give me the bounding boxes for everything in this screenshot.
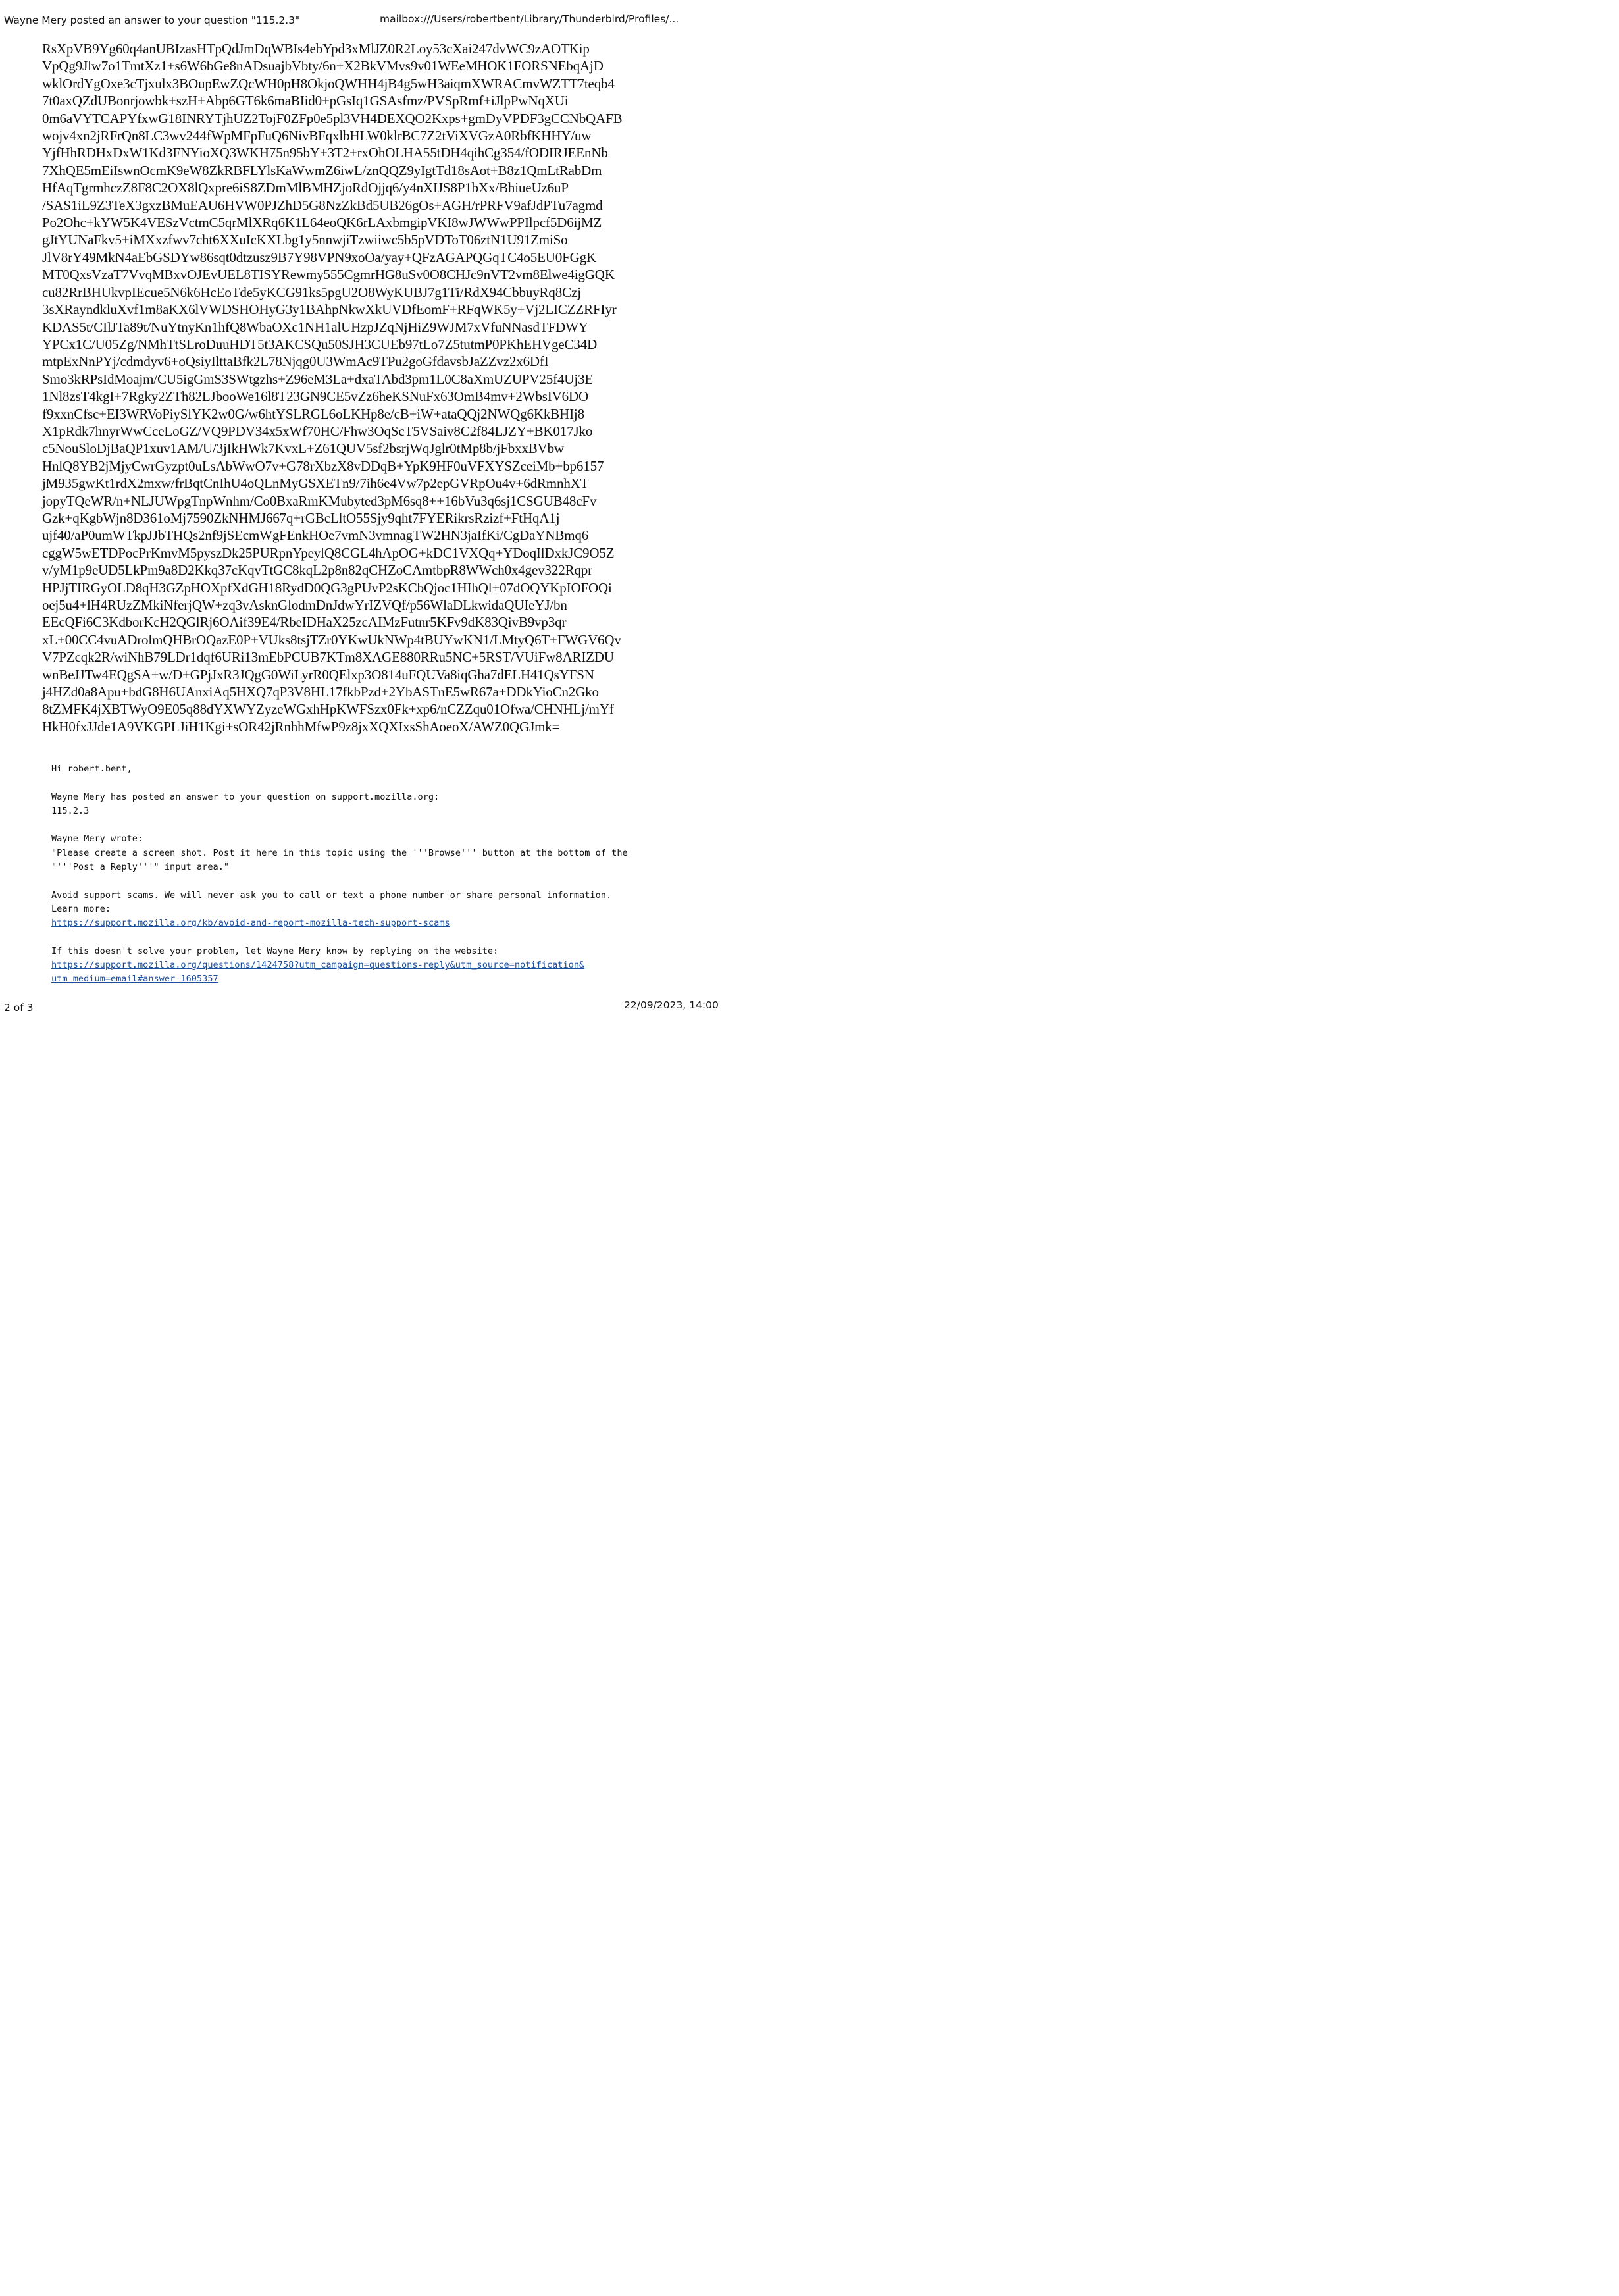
message-subject: Wayne Mery posted an answer to your question "115.2.3" <box>4 14 300 26</box>
encoded-line: RsXpVB9Yg60q4anUBIzasHTpQdJmDqWBIs4ebYpd3xMlJZ0R2Loy53cXai247dvWC9zAOTKip <box>42 41 590 57</box>
greeting: Hi robert.bent, <box>51 764 132 774</box>
encoded-line: HPJjTIRGyOLD8qH3GZpHOXpfXdGH18RydD0QG3gPUvP2sKCbQjoc1HIhQl+07dOQYKpIOFOQi <box>42 579 612 596</box>
scam-info-link[interactable]: https://support.mozilla.org/kb/avoid-and-report-mozilla-tech-support-scams <box>51 918 450 929</box>
encoded-line: c5NouSloDjBaQP1xuv1AM/U/3jIkHWk7KvxL+Z61QUV5sf2bsrjWqJglr0tMp8b/jFbxxBVbw <box>42 440 565 457</box>
encoded-line: wklOrdYgOxe3cTjxulx3BOupEwZQcWH0pH8OkjoQWHH4jB4g5wH3aiqmXWRACmvWZTT7teqb4 <box>42 75 615 91</box>
learn-more-label: Learn more: <box>51 903 111 914</box>
encoded-line: cu82RrBHUkvpIEcue5N6k6HcEoTde5yKCG91ks5pgU2O8WyKUBJ7g1Ti/RdX94CbbuyRq8Czj <box>42 284 581 300</box>
encoded-line: Smo3kRPsIdMoajm/CU5igGmS3SWtgzhs+Z96eM3La+dxaTAbd3pm1L0C8aXmUZUPV25f4Uj3E <box>42 371 594 387</box>
encoded-line: X1pRdk7hnyrWwCceLoGZ/VQ9PDV34x5xWf70HC/Fhw3OqScT5VSaiv8C2f84LJZY+BK017Jko <box>42 423 593 439</box>
encoded-line: wnBeJJTw4EQgSA+w/D+GPjJxR3JQgG0WiLyrR0QElxp3O814uFQUVa8iqGha7dELH41QsYFSN <box>42 666 594 683</box>
encoded-line: xL+00CC4vuADrolmQHBrOQazE0P+VUks8tsjTZr0YKwUkNWp4tBUYwKN1/LMtyQ6T+FWGV6Qv <box>42 631 621 648</box>
encoded-line: 3sXRayndkluXvf1m8aKX6lVWDSHOHyG3y1BAhpNkwXkUVDfEomF+RFqWK5y+Vj2LICZZRFIyr <box>42 301 617 318</box>
page-number: 2 of 3 <box>4 1002 34 1014</box>
encoded-line: /SAS1iL9Z3TeX3gxzBMuEAU6HVW0PJZhD5G8NzZkBd5UB26gOs+AGH/rPRFV9afJdPTu7agmd <box>42 197 603 213</box>
scam-warning: Avoid support scams. We will never ask you to call or text a phone number or share personal information. <box>51 889 612 900</box>
encoded-line: gJtYUNaFkv5+iMXxzfwv7cht6XXuIcKXLbg1y5nnwjiTzwiiwc5b5pVDToT06ztN1U91ZmiSo <box>42 232 568 248</box>
encoded-line: jopyTQeWR/n+NLJUWpgTnpWnhm/Co0BxaRmKMubyted3pM6sq8++16bVu3q6sj1CSGUB48cFv <box>42 492 597 509</box>
encoded-line: KDAS5t/CIlJTa89t/NuYtnyKn1hfQ8WbaOXc1NH1alUHzpJZqNjHiZ9WJM7xVfuNNasdTFDWY <box>42 319 588 335</box>
encoded-line: HkH0fxJJde1A9VKGPLJiH1Kgi+sOR42jRnhhMfwP9z8jxXQXIxsShAoeoX/AWZ0QGJmk= <box>42 718 560 735</box>
reply-instructions: If this doesn't solve your problem, let Wayne Mery know by replying on the website: <box>51 945 499 956</box>
encoded-line: JlV8rY49MkN4aEbGSDYw86sqt0dtzusz9B7Y98VPN9xoOa/yay+QFzAGAPQGqTC4o5EU0FGgK <box>42 249 597 265</box>
encoded-line: v/yM1p9eUD5LkPm9a8D2Kkq37cKqvTtGC8kqL2p8n82qCHZoCAmtbpR8WWch0x4gev322Rqpr <box>42 562 592 579</box>
quoted-answer-line: "'''Post a Reply'''" input area." <box>51 862 230 873</box>
encoded-line: MT0QxsVzaT7VvqMBxvOJEvUEL8TISYRewmy555CgmrHG8uSv0O8CHJc9nVT2vm8Elwe4igGQK <box>42 267 615 283</box>
encoded-line: f9xxnCfsc+EI3WRVoPiySlYK2w0G/w6htYSLRGL6oLKHp8e/cB+iW+ataQQj2NWQg6KkBHIj8 <box>42 405 584 422</box>
encoded-line: HnlQ8YB2jMjyCwrGyzpt0uLsAbWwO7v+G78rXbzX8vDDqB+YpK9HF0uVFXYSZceiMb+bp6157 <box>42 457 604 474</box>
question-title: 115.2.3 <box>51 805 90 816</box>
encoded-line: mtpExNnPYj/cdmdyv6+oQsiyIlttaBfk2L78Njqg0U3WmAc9TPu2goGfdavsbJaZZvz2x6DfI <box>42 353 549 370</box>
encoded-line: VpQg9Jlw7o1TmtXz1+s6W6bGe8nADsuajbVbty/6n+X2BkVMvs9v01WEeMHOK1FORSNEbqAjD <box>42 58 604 74</box>
encoded-line: HfAqTgrmhczZ8F8C2OX8lQxpre6iS8ZDmMlBMHZjoRdOjjq6/y4nXIJS8P1bXx/BhiueUz6uP <box>42 180 569 196</box>
encoded-line: EEcQFi6C3KdborKcH2QGlRj6OAif39E4/RbeIDHaX25zcAIMzFutnr5KFv9dK83QivB9vp3qr <box>42 614 567 631</box>
encoded-line: YjfHhRDHxDxW1Kd3FNYioXQ3WKH75n95bY+3T2+rxOhOLHA55tDH4qihCg354/fODIRJEEnNb <box>42 145 608 161</box>
encoded-line: cggW5wETDPocPrKmvM5pyszDk25PURpnYpeylQ8CGL4hApOG+kDC1VXQq+YDoqIlDxkJC9O5Z <box>42 544 615 561</box>
encoded-line: 1Nl8zsT4kgI+7Rgky2ZTh82LJbooWe16l8T23GN9CE5vZz6heKSNuFx63OmB4mv+2WbsIV6DO <box>42 388 588 405</box>
print-timestamp: 22/09/2023, 14:00 <box>624 999 719 1011</box>
encoded-line: j4HZd0a8Apu+bdG8H6UAnxiAq5HXQ7qP3V8HL17fkbPzd+2YbASTnE5wR67a+DDkYioCn2Gko <box>42 684 599 700</box>
encoded-line: 8tZMFK4jXBTWyO9E05q88dYXWYZyzeWGxhHpKWFSzx0Fk+xp6/nCZZqu01Ofwa/CHNHLj/mYf <box>42 701 614 718</box>
email-body <box>51 762 709 1001</box>
mailbox-path: mailbox:///Users/robertbent/Library/Thunderbird/Profiles/... <box>380 13 679 25</box>
encoded-line: Gzk+qKgbWjn8D361oMj7590ZkNHMJ667q+rGBcLltO55Sjy9qht7FYERikrsRzizf+FtHqA1j <box>42 509 560 526</box>
encoded-line: 0m6aVYTCAPYfxwG18INRYTjhUZ2TojF0ZFp0e5pl3VH4DEXQO2Kxps+gmDyVPDF3gCCNbQAFB <box>42 110 623 126</box>
encoded-line: oej5u4+lH4RUzZMkiNferjQW+zq3vAsknGlodmDnJdwYrIZVQf/p56WlaDLkwidaQUIeYJ/bn <box>42 597 567 613</box>
encoded-line: 7XhQE5mEiIswnOcmK9eW8ZkRBFLYlsKaWwmZ6iwL/znQQZ9yIgtTd18sAot+B8z1QmLtRabDm <box>42 162 602 178</box>
encoded-line: Po2Ohc+kYW5K4VESzVctmC5qrMlXRq6K1L64eoQK6rLAxbmgipVKI8wJWWwPPIlpcf5D6ijMZ <box>42 215 602 231</box>
encoded-line: wojv4xn2jRFrQn8LC3wv244fWpMFpFuQ6NivBFqxlbHLW0klrBC7Z2tViXVGzA0RbfKHHY/uw <box>42 128 592 144</box>
intro-text: Wayne Mery has posted an answer to your question on support.mozilla.org: <box>51 791 440 802</box>
encoded-attachment-block <box>42 40 700 735</box>
encoded-line: YPCx1C/U05Zg/NMhTtSLroDuuHDT5t3AKCSQu50SJH3CUEb97tLo7Z5tutmP0PKhEHVgeC34D <box>42 336 598 352</box>
encoded-line: V7PZcqk2R/wiNhB79LDr1dqf6URi13mEbPCUB7KTm8XAGE880RRu5NC+5RST/VUiFw8ARIZDU <box>42 649 614 665</box>
reply-link-continued[interactable]: utm_medium=email#answer-1605357 <box>51 974 218 985</box>
encoded-line: jM935gwKt1rdX2mxw/frBqtCnIhU4oQLnMyGSXETn9/7ih6e4Vw7p2epGVRpOu4v+6dRmnhXT <box>42 475 589 492</box>
encoded-line: 7t0axQZdUBonrjowbk+szH+Abp6GT6k6maBIid0+pGsIq1GSAsfmz/PVSpRmf+iJlpPwNqXUi <box>42 93 569 109</box>
reply-link[interactable]: https://support.mozilla.org/questions/1424758?utm_campaign=questions-reply&utm_source=notification& <box>51 960 585 971</box>
wrote-label: Wayne Mery wrote: <box>51 833 143 845</box>
encoded-line: ujf40/aP0umWTkpJJbTHQs2nf9jSEcmWgFEnkHOe7vmN3vmnagTW2HN3jaIfKi/CgDaYNBmq6 <box>42 527 589 544</box>
quoted-answer-line: "Please create a screen shot. Post it here in this topic using the '''Browse''' button at the bottom of the <box>51 847 628 858</box>
